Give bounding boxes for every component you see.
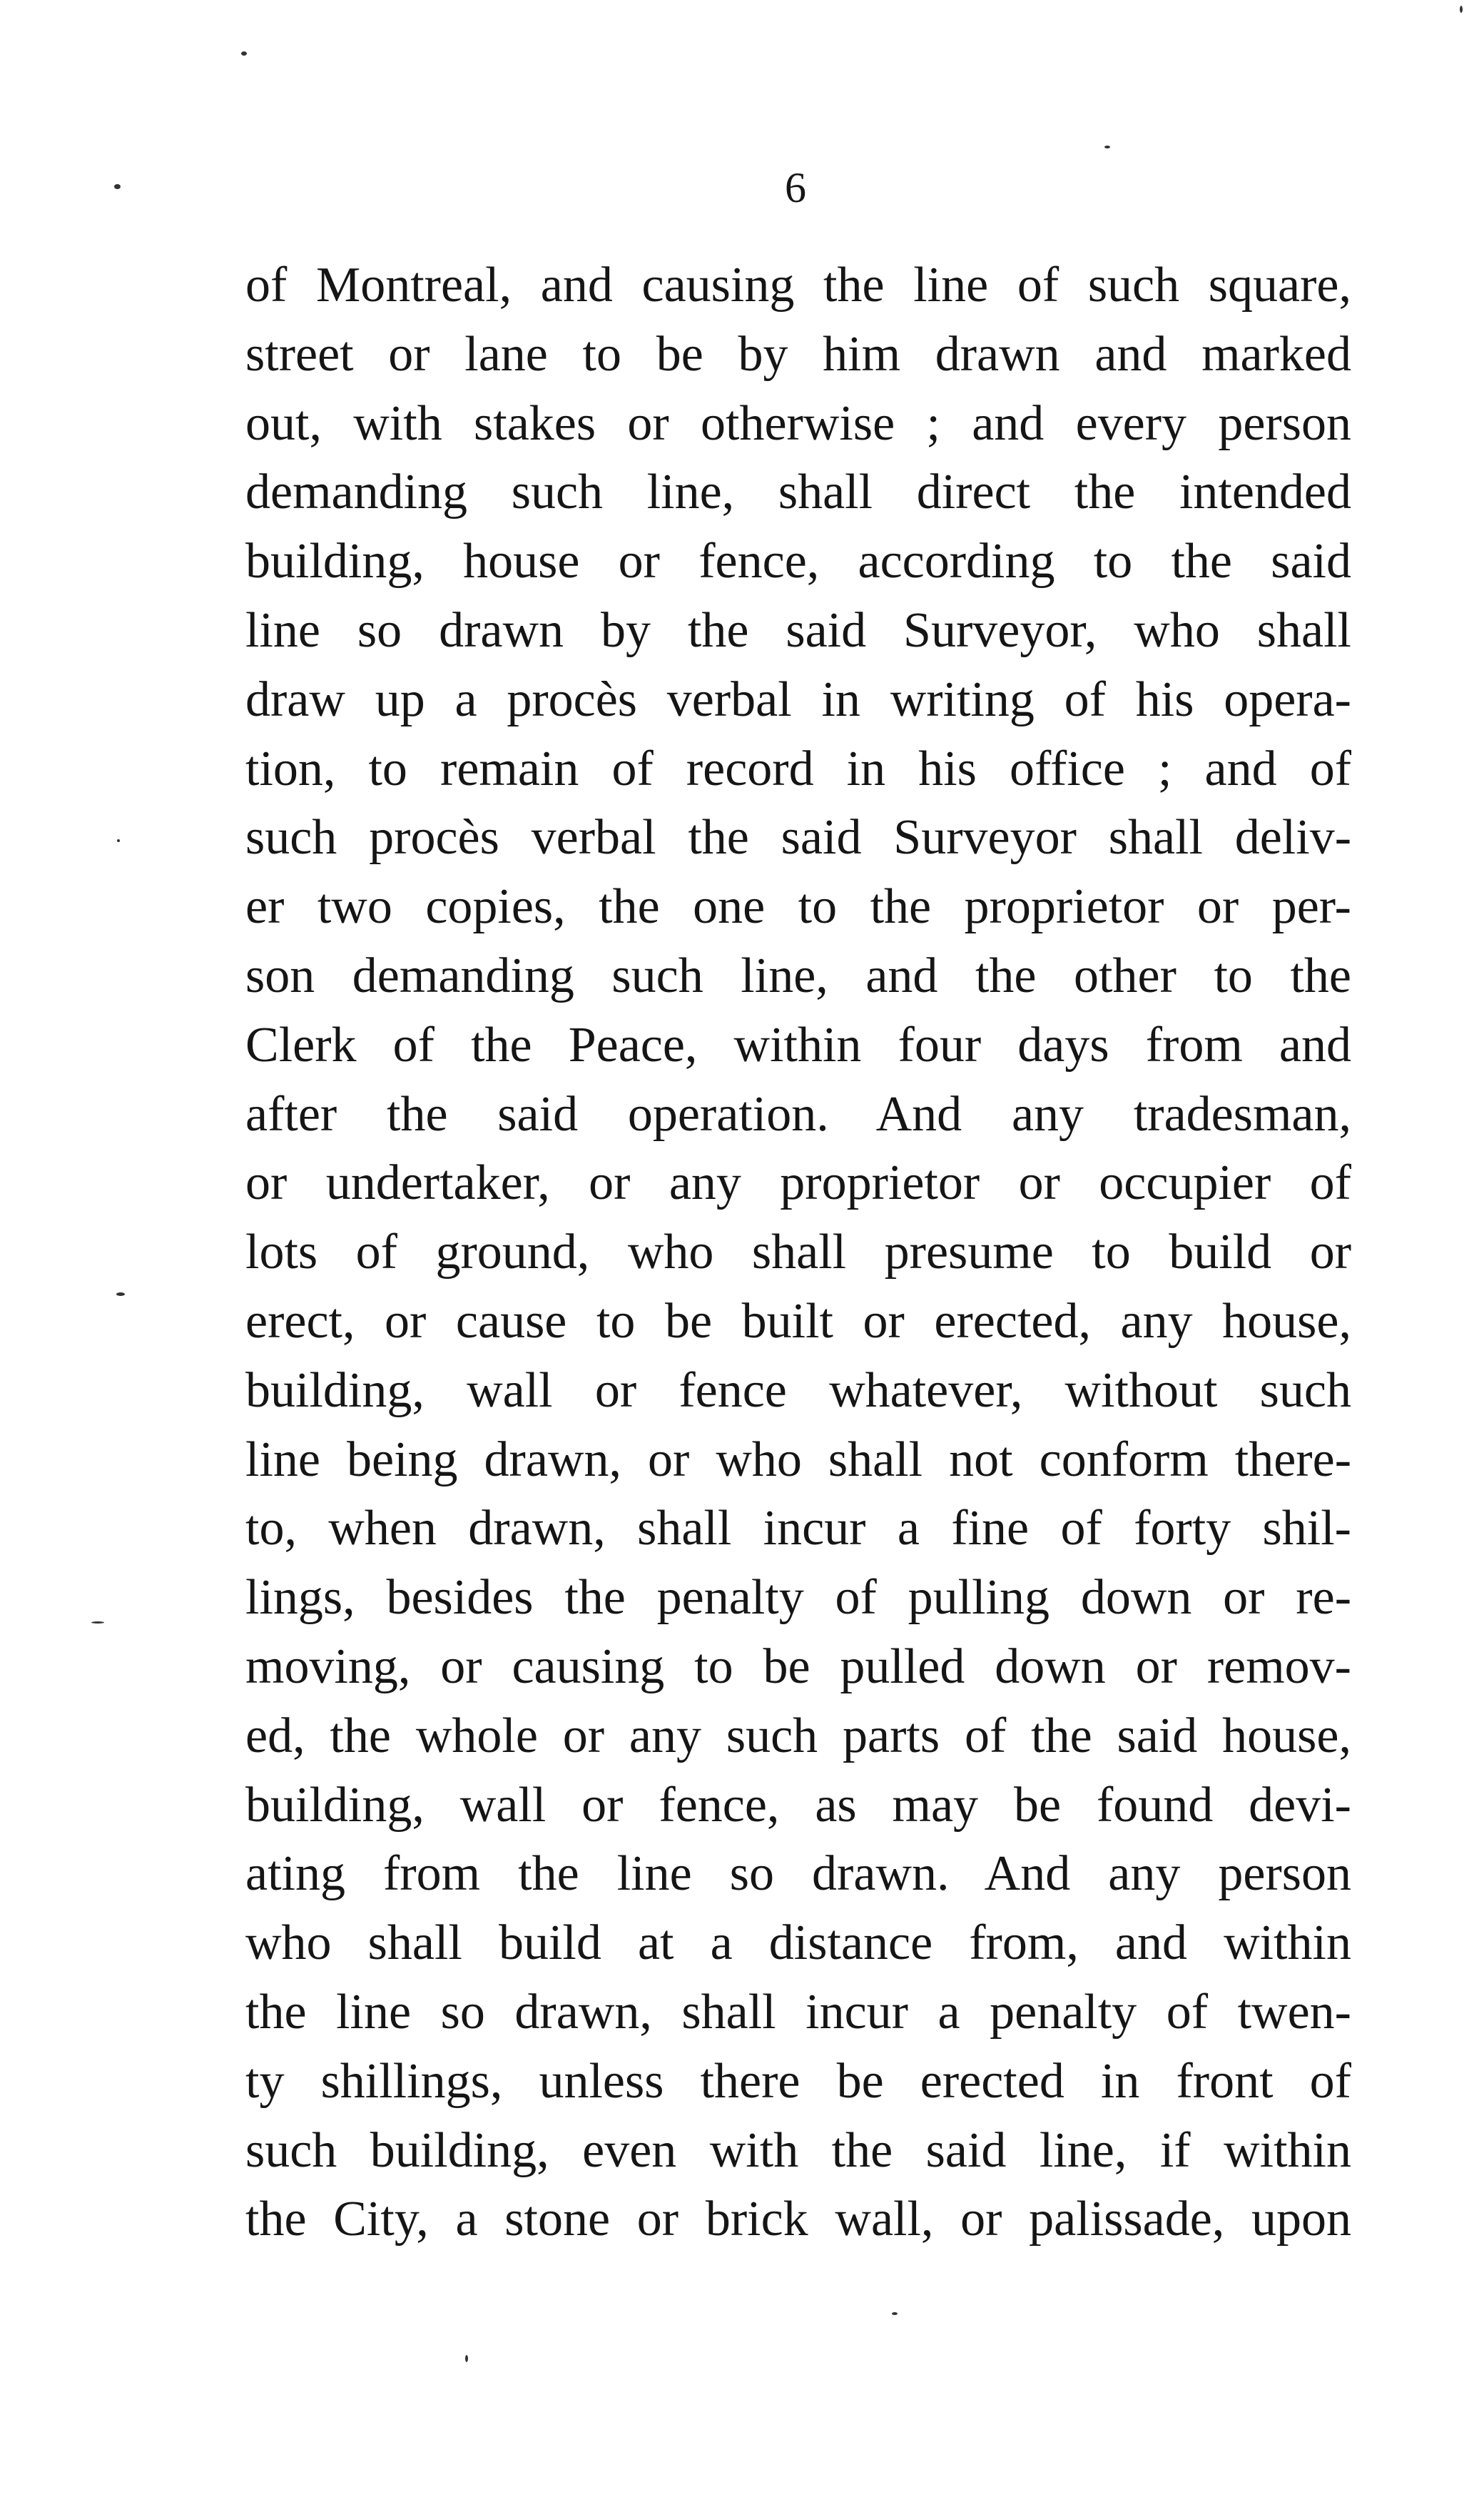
- text-line: lots of ground, who shall presume to build or: [245, 1225, 1351, 1280]
- scan-speck: [465, 2355, 468, 2362]
- text-line: erect, or cause to be built or erected, any house,: [245, 1293, 1351, 1349]
- text-line: the City, a stone or brick wall, or palissade, upon: [245, 2192, 1351, 2247]
- text-line: ed, the whole or any such parts of the said house,: [245, 1708, 1351, 1763]
- text-line: such procès verbal the said Surveyor shall deliv-: [245, 810, 1351, 866]
- text-line: the line so drawn, shall incur a penalty of twen-: [245, 1984, 1351, 2040]
- text-line: line so drawn by the said Surveyor, who shall: [245, 602, 1351, 658]
- text-line: such building, even with the said line, if within: [245, 2122, 1351, 2178]
- text-line: building, wall or fence whatever, without such: [245, 1362, 1351, 1418]
- scan-speck: [241, 51, 247, 56]
- text-line: to, when drawn, shall incur a fine of forty shil-: [245, 1501, 1351, 1556]
- page-body-text: [245, 251, 1351, 2254]
- text-line: building, house or fence, according to the said: [245, 534, 1351, 589]
- scan-speck: [1104, 146, 1110, 148]
- text-line: demanding such line, shall direct the intended: [245, 465, 1351, 520]
- scan-speck: [91, 1621, 104, 1624]
- scan-speck: [114, 184, 121, 189]
- text-line: son demanding such line, and the other to the: [245, 948, 1351, 1003]
- text-line: tion, to remain of record in his office ; and of: [245, 741, 1351, 796]
- text-line: ating from the line so drawn. And any person: [245, 1846, 1351, 1902]
- text-line: of Montreal, and causing the line of such square,: [245, 258, 1351, 313]
- page-number: 6: [785, 164, 806, 211]
- text-line: ty shillings, unless there be erected in front of: [245, 2053, 1351, 2109]
- scan-speck: [1460, 6, 1463, 13]
- text-line: out, with stakes or otherwise ; and every person: [245, 395, 1351, 451]
- text-line: building, wall or fence, as may be found devi-: [245, 1777, 1351, 1833]
- text-line: draw up a procès verbal in writing of his opera-: [245, 672, 1351, 727]
- scan-speck: [892, 2312, 898, 2315]
- text-line: line being drawn, or who shall not conform there-: [245, 1432, 1351, 1487]
- scan-speck: [116, 1292, 125, 1296]
- text-line: who shall build at a distance from, and within: [245, 1915, 1351, 1971]
- text-line: lings, besides the penalty of pulling down or re-: [245, 1570, 1351, 1626]
- scan-speck: [117, 839, 120, 842]
- text-line: after the said operation. And any tradesman,: [245, 1086, 1351, 1142]
- text-line: er two copies, the one to the proprietor or per-: [245, 879, 1351, 935]
- text-line: or undertaker, or any proprietor or occupier of: [245, 1155, 1351, 1211]
- text-line: Clerk of the Peace, within four days from and: [245, 1017, 1351, 1073]
- text-line: moving, or causing to be pulled down or remov-: [245, 1639, 1351, 1694]
- text-line: street or lane to be by him drawn and marked: [245, 326, 1351, 382]
